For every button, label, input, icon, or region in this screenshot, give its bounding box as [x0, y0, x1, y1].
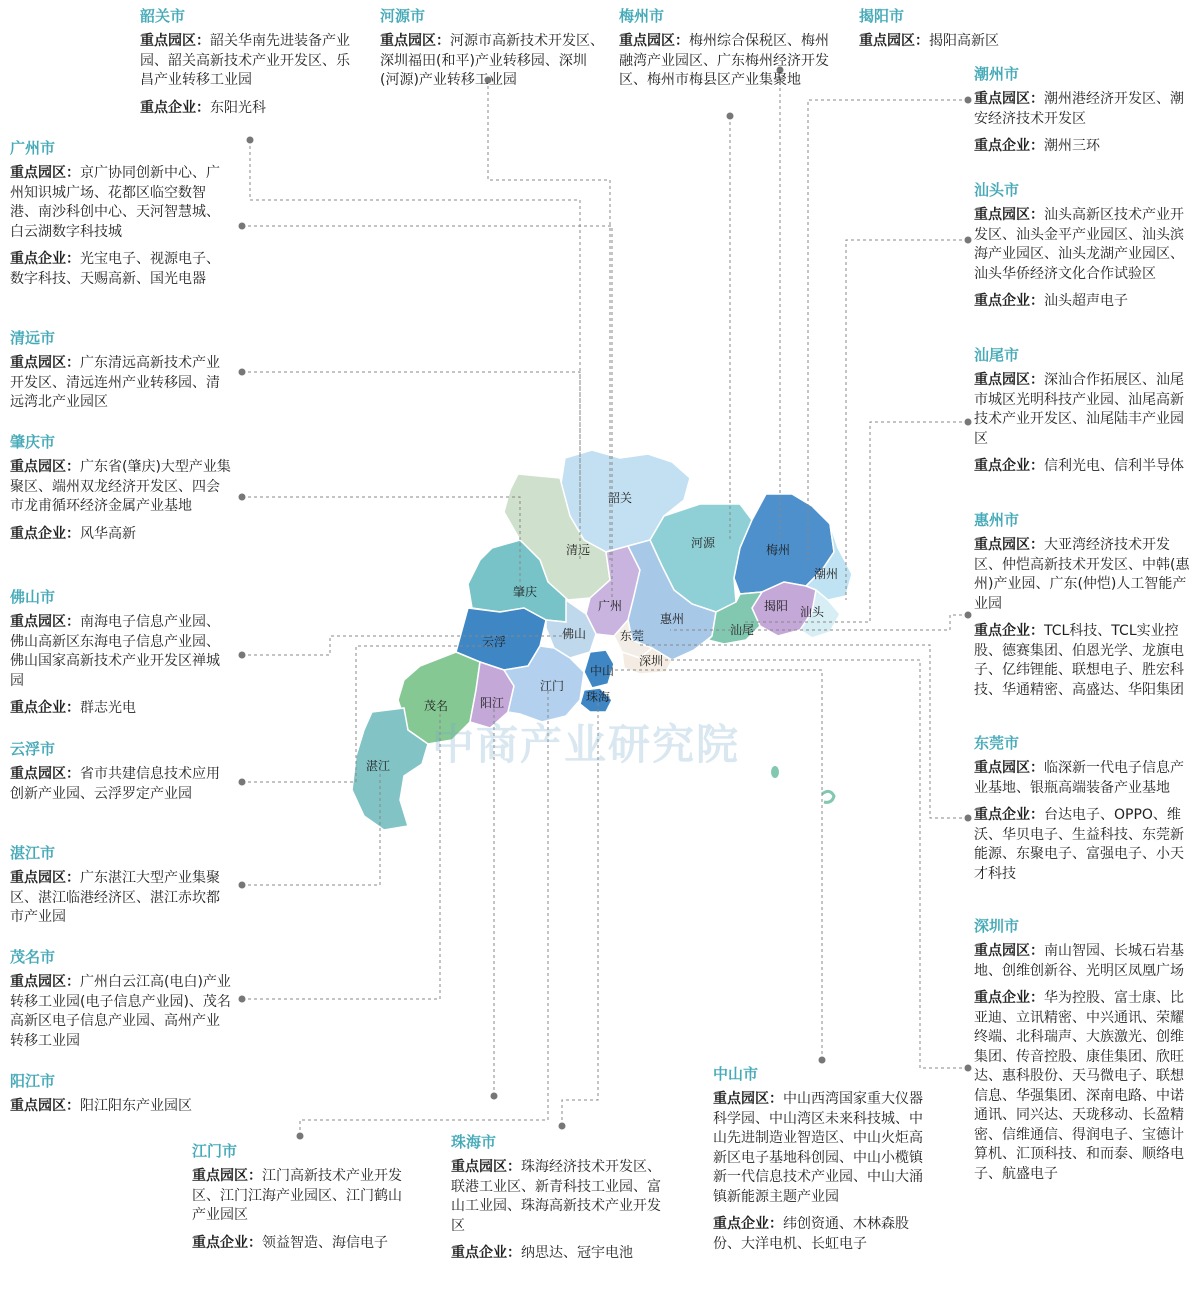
city-block-jieyang [859, 6, 1059, 60]
park-para [619, 32, 834, 91]
park-para [974, 90, 1194, 129]
company-text: 台达电子、OPPO、维沃、华贝电子、生益科技、东莞新能源、东聚电子、富强电子、小天才科技 [974, 807, 1184, 882]
park-label: 重点园区： [974, 91, 1044, 107]
region-name-meizhou: 梅州 [765, 543, 791, 557]
company-text: 信利光电、信利半导体 [1044, 458, 1184, 474]
park-text: 韶关华南先进装备产业园、韶关高新技术产业开发区、乐昌产业转移工业园 [140, 33, 350, 88]
company-para [10, 250, 232, 289]
park-label: 重点园区： [192, 1168, 262, 1184]
park-text: 中山西湾国家重大仪器科学园、中山湾区未来科技城、中山先进制造业智造区、中山火炬高新区电子基地科创园、中山小榄镇新一代信息技术产业园、中山大涌镇新能源主题产业园 [713, 1091, 923, 1205]
park-label: 重点园区： [10, 1098, 80, 1114]
company-para [974, 457, 1194, 477]
park-para [10, 164, 232, 242]
island-shape [822, 791, 834, 802]
park-text: 揭阳高新区 [929, 33, 999, 49]
park-label: 重点园区： [974, 207, 1044, 223]
park-para [451, 1158, 666, 1236]
park-label: 重点园区： [859, 33, 929, 49]
company-label: 重点企业： [10, 700, 80, 716]
city-block-qingyuan [10, 328, 232, 421]
company-text: 纳思达、冠宇电池 [521, 1245, 633, 1261]
city-block-zhanjiang [10, 843, 232, 936]
park-para [974, 371, 1194, 449]
company-label: 重点企业： [451, 1245, 521, 1261]
company-text: 光宝电子、视源电子、数字科技、天赐高新、国光电器 [10, 251, 220, 287]
company-text: 领益智造、海信电子 [262, 1234, 388, 1251]
city-block-yangjiang [10, 1071, 232, 1125]
region-name-shantou: 汕头 [799, 605, 825, 619]
park-label: 重点园区： [974, 760, 1044, 776]
park-label: 重点园区： [380, 33, 450, 49]
company-para [974, 806, 1194, 884]
city-block-dongguan [974, 733, 1194, 892]
park-text: 临深新一代电子信息产业基地、银瓶高端装备产业基地 [974, 760, 1184, 796]
company-label: 重点企业： [10, 251, 80, 267]
park-text: 南山智园、长城石岩基地、创维创新谷、光明区凤凰广场 [974, 943, 1184, 979]
city-block-huizhou [974, 510, 1194, 708]
park-text: 广东省(肇庆)大型产业集聚区、端州双龙经济开发区、四会市龙甫循环经济金属产业基地 [10, 459, 231, 514]
region-name-qingyuan: 清远 [565, 543, 591, 557]
company-para [974, 989, 1194, 1184]
park-para [974, 759, 1194, 798]
city-title: 云浮市 [10, 740, 56, 758]
city-title: 中山市 [713, 1065, 759, 1083]
company-label: 重点企业： [974, 458, 1044, 474]
park-para [10, 458, 232, 517]
city-title: 湛江市 [10, 844, 56, 862]
region-name-huizhou: 惠州 [659, 612, 685, 626]
park-text: 珠海经济技术开发区、联港工业区、新青科技工业园、富山工业园、珠海高新技术产业开发区 [451, 1159, 661, 1234]
city-block-yunfu [10, 739, 232, 812]
city-block-shanwei [974, 345, 1194, 485]
company-text: 纬创资通、木林森股份、大洋电机、长虹电子 [713, 1216, 909, 1252]
park-para [192, 1167, 407, 1226]
park-label: 重点园区： [10, 355, 80, 371]
company-label: 重点企业： [974, 807, 1044, 823]
park-para [713, 1090, 935, 1207]
company-para [713, 1215, 935, 1254]
park-text: 河源市高新技术开发区、深圳福田(和平)产业转移园、深圳(河源)产业转移工业园 [380, 33, 604, 88]
region-name-yangjiang: 阳江 [479, 696, 505, 710]
company-label: 重点企业： [974, 293, 1044, 309]
park-text: 京广协同创新中心、广州知识城广场、花都区临空数智港、南沙科创中心、天河智慧城、白云湖数字科技城 [10, 165, 220, 240]
region-name-yunfu: 云浮 [481, 635, 507, 649]
park-label: 重点园区： [10, 766, 80, 782]
company-text: 群志光电 [80, 700, 136, 716]
park-label: 重点园区： [10, 974, 80, 990]
city-block-zhongshan [713, 1064, 935, 1262]
company-para [10, 525, 232, 545]
company-text: 风华高新 [80, 525, 136, 542]
park-text: 深汕合作拓展区、汕尾市城区光明科技产业园、汕尾高新技术产业开发区、汕尾陆丰产业园区 [974, 372, 1184, 447]
city-title: 深圳市 [974, 917, 1020, 935]
company-para [10, 699, 232, 719]
city-title: 惠州市 [974, 511, 1020, 529]
park-para [859, 32, 1059, 52]
city-title: 广州市 [10, 139, 56, 157]
region-name-guangzhou: 广州 [597, 599, 623, 613]
region-name-chaozhou: 潮州 [813, 567, 839, 581]
city-block-jiangmen [192, 1141, 407, 1261]
park-para [10, 765, 232, 804]
region-name-foshan: 佛山 [561, 627, 587, 641]
city-title: 肇庆市 [10, 433, 56, 451]
park-para [10, 354, 232, 413]
company-label: 重点企业： [140, 99, 210, 116]
company-text: 东阳光科 [210, 99, 266, 116]
company-para [192, 1234, 407, 1254]
city-block-guangzhou [10, 138, 232, 297]
park-para [974, 536, 1194, 614]
park-text: 潮州港经济开发区、潮安经济技术开发区 [974, 91, 1184, 127]
company-para [451, 1244, 666, 1264]
park-para [10, 973, 232, 1051]
city-block-maoming [10, 947, 232, 1059]
park-label: 重点园区： [451, 1159, 521, 1175]
city-title: 潮州市 [974, 65, 1020, 83]
city-block-zhuhai [451, 1132, 666, 1272]
company-label: 重点企业： [974, 990, 1044, 1006]
city-title: 江门市 [192, 1142, 238, 1160]
city-title: 佛山市 [10, 588, 56, 606]
park-para [974, 206, 1194, 284]
park-text: 大亚湾经济技术开发区、仲恺高新技术开发区、中韩(惠州)产业园、广东(仲恺)人工智能产业园 [974, 537, 1190, 612]
park-label: 重点园区： [974, 372, 1044, 388]
region-name-dongguan: 东莞 [619, 629, 645, 643]
park-label: 重点园区： [10, 870, 80, 886]
company-para [974, 137, 1194, 157]
company-text: 华为控股、富士康、比亚迪、立讯精密、中兴通讯、荣耀终端、北科瑞声、大族激光、创维集团、传音控股、康佳集团、欣旺达、惠科股份、天马微电子、联想信息、华强集团、深南电路、中诺通讯、同兴达、天珑移动、长盈精密、信维通信、得润电子、宝德计算机、汇顶科技、和而泰、顺络电子、航盛电子 [974, 990, 1184, 1182]
region-name-shanwei: 汕尾 [729, 623, 755, 637]
park-para [974, 942, 1194, 981]
park-text: 梅州综合保税区、梅州融湾产业园区、广东梅州经济开发区、梅州市梅县区产业集聚地 [619, 33, 829, 88]
region-name-zhanjiang: 湛江 [365, 759, 391, 773]
park-label: 重点园区： [619, 33, 689, 49]
city-title: 河源市 [380, 7, 426, 25]
region-name-zhongshan: 中山 [589, 664, 615, 678]
city-block-heyuan [380, 6, 605, 99]
park-para [380, 32, 605, 91]
company-label: 重点企业： [10, 525, 80, 542]
region-name-shaoguan: 韶关 [607, 491, 633, 505]
park-para [10, 1097, 232, 1117]
region-name-jiangmen: 江门 [539, 679, 565, 693]
park-label: 重点园区： [10, 165, 80, 181]
park-label: 重点园区： [974, 943, 1044, 959]
city-title: 揭阳市 [859, 7, 905, 25]
park-text: 南海电子信息产业园、佛山高新区东海电子信息产业园、佛山国家高新技术产业开发区禅城园 [10, 614, 220, 689]
park-text: 阳江阳东产业园区 [80, 1098, 192, 1114]
city-title: 汕尾市 [974, 346, 1020, 364]
company-text: 汕头超声电子 [1044, 293, 1128, 309]
park-label: 重点园区： [140, 33, 210, 49]
region-name-heyuan: 河源 [690, 536, 716, 550]
city-block-shenzhen [974, 916, 1194, 1192]
city-block-meizhou [619, 6, 834, 99]
company-text: TCL科技、TCL实业控股、德赛集团、伯恩光学、龙旗电子、亿纬锂能、联想电子、胜宏科技、华通精密、高盛达、华阳集团 [974, 623, 1184, 698]
city-block-shantou [974, 180, 1194, 320]
city-title: 茂名市 [10, 948, 56, 966]
park-para [140, 32, 355, 91]
company-para [974, 622, 1194, 700]
park-text: 广东清远高新技术产业开发区、清远连州产业转移园、清远湾北产业园区 [10, 355, 220, 410]
park-text: 广东湛江大型产业集聚区、湛江临港经济区、湛江赤坎都市产业园 [10, 870, 220, 925]
region-name-maoming: 茂名 [423, 699, 449, 713]
park-para [10, 869, 232, 928]
city-title: 珠海市 [451, 1133, 497, 1151]
park-label: 重点园区： [10, 614, 80, 630]
company-label: 重点企业： [974, 623, 1044, 639]
region-name-zhaoqing: 肇庆 [512, 585, 538, 599]
park-text: 省市共建信息技术应用创新产业园、云浮罗定产业园 [10, 766, 220, 802]
watermark: 中商产业研究院 [432, 720, 741, 769]
park-label: 重点园区： [713, 1091, 783, 1107]
region-name-zhuhai: 珠海 [585, 690, 611, 704]
city-title: 东莞市 [974, 734, 1020, 752]
park-para [10, 613, 232, 691]
company-para [974, 292, 1194, 312]
park-text: 江门高新技术产业开发区、江门江海产业园区、江门鹤山产业园区 [192, 1168, 402, 1223]
city-title: 汕头市 [974, 181, 1020, 199]
city-block-chaozhou [974, 64, 1194, 165]
company-text: 潮州三环 [1044, 138, 1100, 154]
city-title: 清远市 [10, 329, 56, 347]
company-label: 重点企业： [192, 1234, 262, 1251]
company-para [140, 99, 355, 119]
park-label: 重点园区： [974, 537, 1044, 553]
city-title: 梅州市 [619, 7, 665, 25]
region-name-jieyang: 揭阳 [763, 599, 789, 613]
city-title: 韶关市 [140, 7, 186, 25]
company-label: 重点企业： [713, 1216, 783, 1232]
city-block-zhaoqing [10, 432, 232, 552]
company-label: 重点企业： [974, 138, 1044, 154]
park-text: 汕头高新区技术产业开发区、汕头金平产业园区、汕头滨海产业园区、汕头龙湖产业园区、汕头华侨经济文化合作试验区 [974, 207, 1184, 282]
park-text: 广州白云江高(电白)产业转移工业园(电子信息产业园)、茂名高新区电子信息产业园、高州产业转移工业园 [10, 974, 231, 1049]
region-name-shenzhen: 深圳 [638, 654, 664, 668]
city-block-shaoguan [140, 6, 355, 126]
city-title: 阳江市 [10, 1072, 56, 1090]
island-shape [771, 766, 779, 778]
city-block-foshan [10, 587, 232, 727]
park-label: 重点园区： [10, 459, 80, 475]
